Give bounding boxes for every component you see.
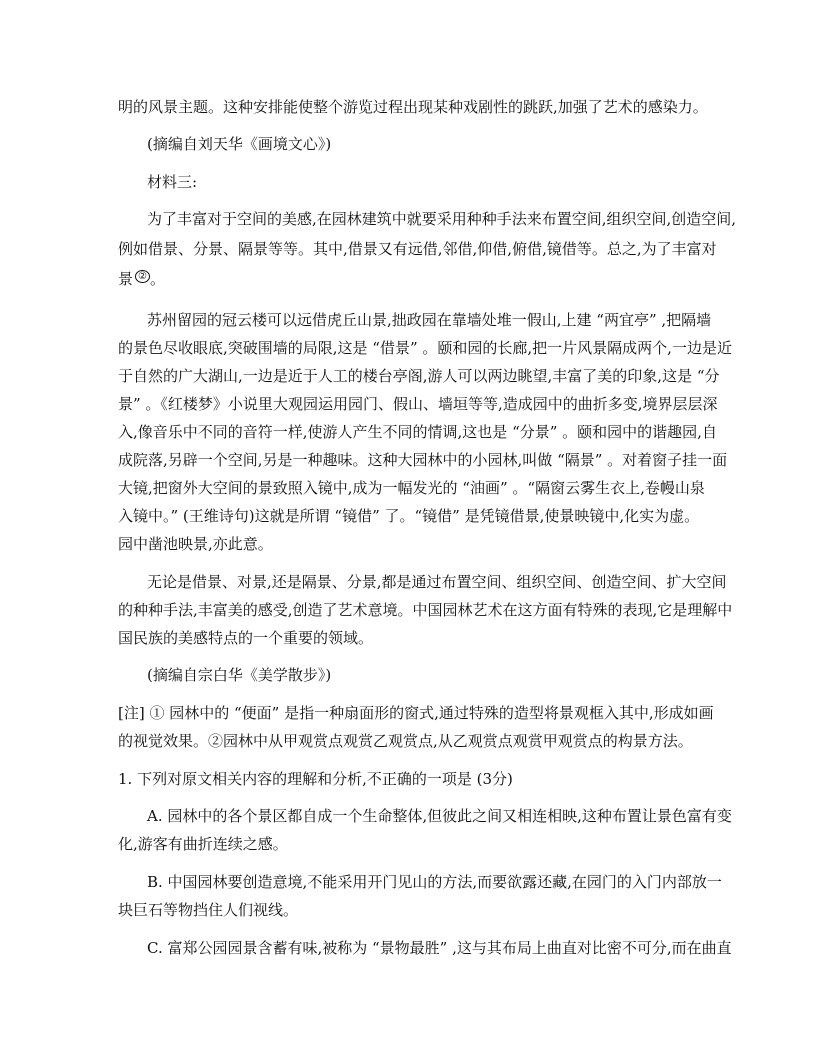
text-line: 成院落,另辟一个空间,另是一种趣味。这种大园林中的小园林,叫做 “隔景” 。对着窗子挂一面 (118, 451, 728, 469)
text-line: 明的风景主题。这种安排能使整个游览过程出现某种戏剧性的跳跃,加强了艺术的感染力。 (118, 98, 708, 116)
text-line: 国民族的美感特点的一个重要的领域。 (118, 629, 374, 647)
text-fragment: 景 (118, 270, 134, 288)
option-c: C. 富郑公园园景含蓄有味,被称为 “景物最胜” ,这与其布局上曲直对比密不可分,而在曲直 (147, 939, 732, 957)
option-a-continued: 化,游客有曲折连续之感。 (118, 835, 288, 853)
text-line: 的种种手法,丰富美的感受,创造了艺术意境。中国园林艺术在这方面有特殊的表现,它是理解中 (118, 601, 733, 619)
footnote-mark: ② (135, 270, 150, 283)
text-line: 无论是借景、对景,还是隔景、分景,都是通过布置空间、组织空间、创造空间、扩大空间 (147, 573, 727, 591)
option-a: A. 园林中的各个景区都自成一个生命整体,但彼此之间又相连相映,这种布置让景色富有变 (147, 807, 732, 825)
text-line: 入,像音乐中不同的音符一样,使游人产生不同的情调,这也是 “分景” 。颐和园中的谐趣园,自 (118, 423, 717, 441)
text-line: 于自然的广大湖山,一边是近于人工的楼台亭阁,游人可以两边眺望,丰富了美的印象,这是 “分 (118, 367, 720, 385)
text-line: 大镜,把窗外大空间的景致照入镜中,成为一幅发光的 “油画” 。“隔窗云雾生衣上,卷幔山泉 (118, 479, 705, 497)
text-line: 例如借景、分景、隔景等等。其中,借景又有远借,邻借,仰借,俯借,镜借等。总之,为了丰富对 (118, 240, 717, 258)
note-line: 的视觉效果。②园林中从甲观赏点观赏乙观赏点,从乙观赏点观赏甲观赏点的构景方法。 (118, 732, 693, 750)
section-heading: 材料三: (147, 173, 198, 191)
option-b: B. 中国园林要创造意境,不能采用开门见山的方法,而要欲露还藏,在园门的入门内部放一 (147, 873, 722, 891)
source-citation: (摘编自宗白华《美学散步》) (147, 666, 332, 684)
text-line: 入镜中。” (王维诗句)这就是所谓 “镜借” 了。“镜借” 是凭镜借景,使景映镜中,化实为虚。 (118, 507, 700, 525)
source-citation: (摘编自刘天华《画境文心》) (147, 135, 332, 153)
option-b-continued: 块巨石等物挡住人们视线。 (118, 901, 299, 919)
text-line (118, 269, 165, 292)
text-line: 景” 。《红楼梦》小说里大观园运用园门、假山、墙垣等等,造成园中的曲折多变,境界层层深 (118, 395, 718, 413)
question-stem: 1. 下列对原文相关内容的理解和分析,不正确的一项是 (3分) (118, 770, 513, 788)
text-line: 为了丰富对于空间的美感,在园林建筑中就要采用种种手法来布置空间,组织空间,创造空间, (147, 210, 737, 228)
text-line: 苏州留园的冠云楼可以远借虎丘山景,拙政园在靠墙处堆一假山,上建 “两宜亭” ,把隔墙 (147, 311, 712, 329)
text-line: 的景色尽收眼底,突破围墙的局限,这是 “借景” 。颐和园的长廊,把一片风景隔成两个,一边是近 (118, 339, 732, 357)
text-line: 园中凿池映景,亦此意。 (118, 535, 273, 553)
text-fragment: 。 (149, 270, 165, 288)
note-line: [注] ① 园林中的 “便面” 是指一种扇面形的窗式,通过特殊的造型将景观框入其中,形成如画 (118, 704, 714, 722)
